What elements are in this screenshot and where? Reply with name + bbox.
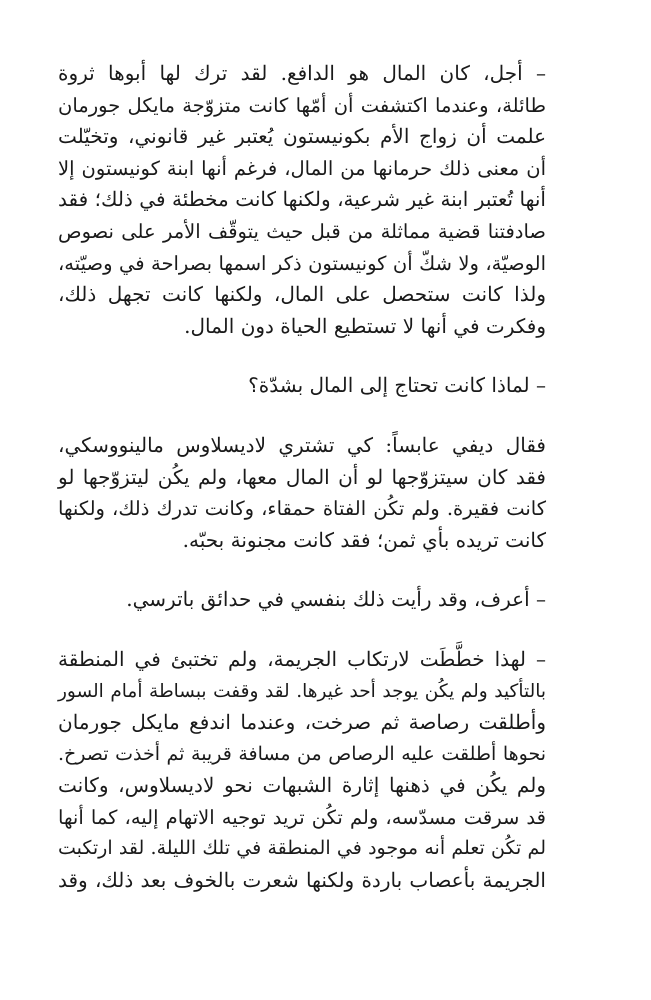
text-line: وفكرت في أنها لا تستطيع الحياة دون المال. (184, 313, 546, 338)
text-line: فقال ديفي عابساً: كي تشتري لاديسلاوس مالينووسكي، (58, 432, 546, 457)
text-line: ولذا كانت ستحصل على المال، ولكنها كانت تجهل ذلك، (58, 282, 546, 307)
text-line: نحوها أطلقت عليه الرصاص من مسافة قريبة ثم أخذت تصرخ. (58, 742, 546, 765)
text-line: أنها تُعتبر ابنة غير شرعية، ولكنها كانت مخطئة في ذلك؛ فقد (58, 187, 546, 212)
paragraph (58, 58, 568, 342)
text-line: وأطلقت رصاصة ثم صرخت، وعندما اندفع مايكل جورمان (58, 710, 546, 735)
text-line: أن معنى ذلك حرمانها من المال، فرغم أنها ابنة كونيستون إلا (58, 156, 546, 180)
text-line: الجريمة بأعصاب باردة ولكنها شعرت بالخوف بعد ذلك، وقد (58, 868, 546, 893)
text-line: كانت تريده بأي ثمن؛ فقد كانت مجنونة بحبّه. (182, 527, 546, 552)
text-line: فقد كان سيتزوّجها لو أن المال معها، ولم يكُن ليتزوّجها لو (58, 464, 546, 489)
text-line: – لماذا كانت تحتاج إلى المال بشدّة؟ (248, 373, 546, 398)
text-line: قد سرقت مسدّسه، ولم تكُن تريد توجيه الاتهام إليه، كما أنها (58, 805, 546, 829)
paragraph (58, 430, 568, 556)
text-line: – لهذا خطَّطَت لارتكاب الجريمة، ولم تختبئ في المنطقة (58, 646, 546, 671)
text-line: علمت أن زواج الأم بكونيستون يُعتبر غير قانوني، وتخيّلت (58, 124, 546, 149)
text-line: صادفتنا قضية مماثلة من قبل حيث يتوقّف الأمر على نصوص (58, 219, 546, 243)
text-line: كانت فقيرة. ولم تكُن الفتاة حمقاء، وكانت تدرك ذلك، ولكنها (58, 497, 546, 521)
text-line: الوصيّة، ولا شكّ أن كونيستون ذكر اسمها بصراحة في وصيّته، (58, 251, 546, 275)
text-line: طائلة، وعندما اكتشفت أن أمّها كانت متزوّجة مايكل جورمان (58, 93, 546, 117)
text-line: – أعرف، وقد رأيت ذلك بنفسي في حدائق باترسي. (126, 587, 546, 612)
book-page (58, 58, 568, 925)
text-line: ولم يكُن في ذهنها إثارة الشبهات نحو لاديسلاوس، وكانت (58, 773, 546, 798)
text-line: لم تكُن تعلم أنه موجود في المنطقة في تلك الليلة. لقد ارتكبت (58, 837, 546, 860)
paragraph (58, 644, 568, 897)
text-line: – أجل، كان المال هو الدافع. لقد ترك لها أبوها ثروة (58, 61, 546, 85)
paragraph (58, 370, 568, 402)
text-line: بالتأكيد ولم يكُن يوجد أحد غيرها. لقد وقفت ببساطة أمام السور (58, 680, 546, 702)
paragraph (58, 584, 568, 616)
